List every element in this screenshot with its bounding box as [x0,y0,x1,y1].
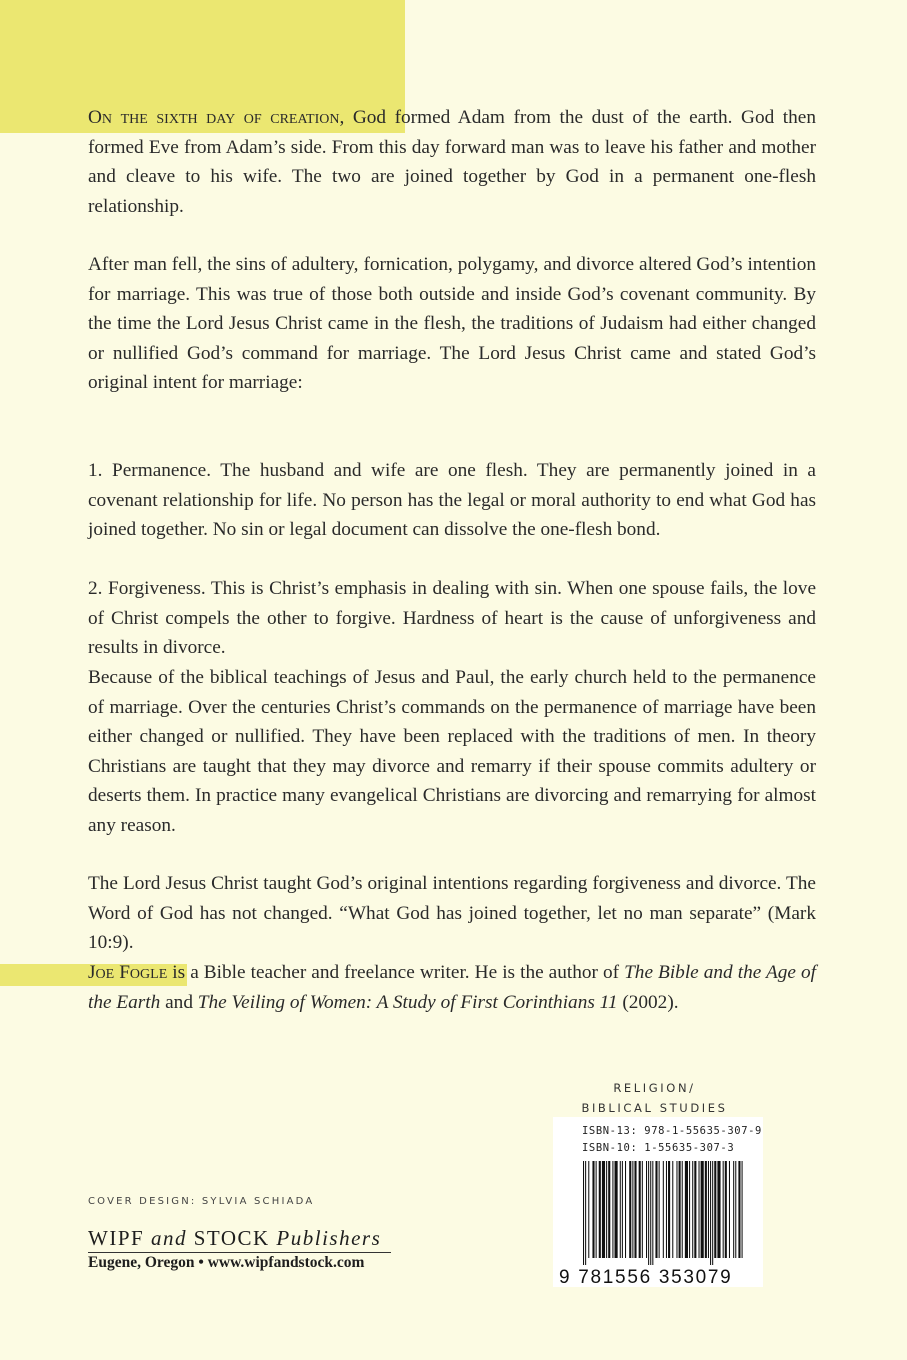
barcode-bar [682,1161,683,1258]
blurb-paragraph-1 [88,103,816,221]
barcode-bar [733,1161,734,1258]
barcode-bar [615,1161,618,1258]
bullet-separator: • [198,1254,204,1271]
barcode-bar [712,1161,713,1265]
author-name: Joe Fogle [88,962,168,983]
barcode-bar [655,1161,657,1258]
book-title-2: The Veiling of Women: A Study of First Corinthians 11 [197,991,618,1013]
barcode-bar [602,1161,605,1258]
barcode-bar [710,1161,711,1265]
isbn-13: ISBN-13: 978-1-55635-307-9 [582,1125,762,1137]
barcode-bar [612,1161,613,1258]
barcode-bar [663,1161,664,1258]
barcode-bar [666,1161,667,1258]
author-bio-between: and [160,991,198,1013]
blurb-paragraph-4: 2. Forgiveness. This is Christ’s emphasis in dealing with sin. When one spouse fails, the love of Christ compels the other to forgive. Hardness of heart is the cause of unforgiveness and results in divorce. [88,578,816,658]
author-bio [88,958,816,1017]
barcode-bar [668,1161,670,1258]
barcode-bar [708,1161,709,1258]
blurb-paragraph-3: 1. Permanence. The husband and wife are one flesh. They are permanently joined in a covenant relationship for life. No person has the legal or moral authority to end what God has joined together. No sin or legal document can dissolve the one-flesh bond. [88,460,816,540]
barcode-bar [679,1161,681,1258]
publisher-website: www.wipfandstock.com [207,1254,365,1271]
barcode-bar [583,1161,584,1265]
barcode-bar [596,1161,597,1258]
barcode-bar [735,1161,736,1258]
barcode-bar [606,1161,607,1258]
publisher-name-wipf: WIPF [88,1226,151,1250]
barcode-box [553,1117,763,1287]
barcode-bar [699,1161,700,1258]
barcode-bar [642,1161,643,1258]
barcode-bar [650,1161,651,1265]
barcode-bar [632,1161,633,1258]
barcode-bar [725,1161,727,1258]
barcode-bar [608,1161,610,1258]
barcode-bar [622,1161,623,1258]
barcode-bars [583,1161,745,1265]
publisher-name-publishers: Publishers [276,1226,382,1250]
barcode-bar [652,1161,653,1265]
barcode-bar [672,1161,673,1258]
blurb-paragraph-6: The Lord Jesus Christ taught God’s original intentions regarding forgiveness and divorce. The Word of God has not changed. “What God has joined together, let no man separate” (Mark 10:9). [88,873,816,953]
barcode-bar [694,1161,696,1258]
blurb-p1-text: God formed Adam from the dust of the earth. God then formed Eve from Adam’s side. From this day forward man was to leave his father and mother and cleave to his wife. The two are joined together by God in a permanent one-flesh relationship. [88,107,816,217]
blurb-lead-in: On the sixth day of creation, [88,107,345,128]
publisher-divider [88,1252,391,1253]
isbn-10: ISBN-10: 1-55635-307-3 [582,1142,735,1154]
barcode-bar [588,1161,589,1258]
barcode-bar [676,1161,677,1258]
barcode-bar [634,1161,636,1258]
barcode-bar [738,1161,740,1258]
barcode-bar [620,1161,621,1258]
cover-design-credit: COVER DESIGN: SYLVIA SCHIADA [88,1196,315,1207]
barcode-bar [742,1161,743,1258]
barcode-bar [714,1161,716,1258]
subject-line-1: RELIGION/ [613,1081,696,1095]
ean-number: 9 781556 353079 [559,1267,733,1288]
subject-line-2: BIBLICAL STUDIES [581,1101,728,1115]
publisher-name [88,1226,381,1251]
author-bio-text: is a Bible teacher and freelance writer. He is the author of [167,962,625,983]
barcode-bar [689,1161,690,1258]
barcode-bar [729,1161,730,1258]
author-bio-year: (2002). [617,991,679,1013]
barcode-bar [659,1161,660,1258]
barcode-bar [629,1161,631,1258]
barcode-bar [705,1161,707,1258]
barcode-bar [701,1161,704,1258]
blurb-paragraph-5: Because of the biblical teachings of Jesus and Paul, the early church held to the permanence of marriage. Over the centuries Christ’s commands on the permanence of marriage have been either changed or nullified. They have been replaced with the traditions of men. In theory Christians are taught that they may divorce and remarry if their spouse commits adultery or deserts them. In practice many evangelical Christians are divorcing and remarrying for almost any reason. [88,667,816,836]
barcode-bar [692,1161,693,1258]
barcode-bar [592,1161,594,1258]
barcode-bar [599,1161,601,1258]
barcode-bar [639,1161,641,1258]
publisher-city: Eugene, Oregon [88,1254,195,1271]
blurb-paragraph-2: After man fell, the sins of adultery, fornication, polygamy, and divorce altered God’s intention for marriage. This was true of those both outside and inside God’s covenant community. By the time the Lord Jesus Christ came in the flesh, the traditions of Judaism had either changed or nullified God’s command for marriage. The Lord Jesus Christ came and stated God’s original intent for marriage: [88,254,816,393]
barcode-bar [648,1161,649,1265]
publisher-name-and: and [150,1226,187,1250]
publisher-address [88,1254,364,1272]
barcode-bar [585,1161,586,1265]
book-title-1: The Bible and the Age of the Earth [88,962,816,1013]
barcode-bar [717,1161,720,1258]
barcode-bar [723,1161,724,1258]
barcode-bar [646,1161,647,1258]
barcode-bar [685,1161,688,1258]
barcode-bar [625,1161,626,1258]
subject-category [557,1078,752,1118]
publisher-name-stock: STOCK [186,1226,277,1250]
